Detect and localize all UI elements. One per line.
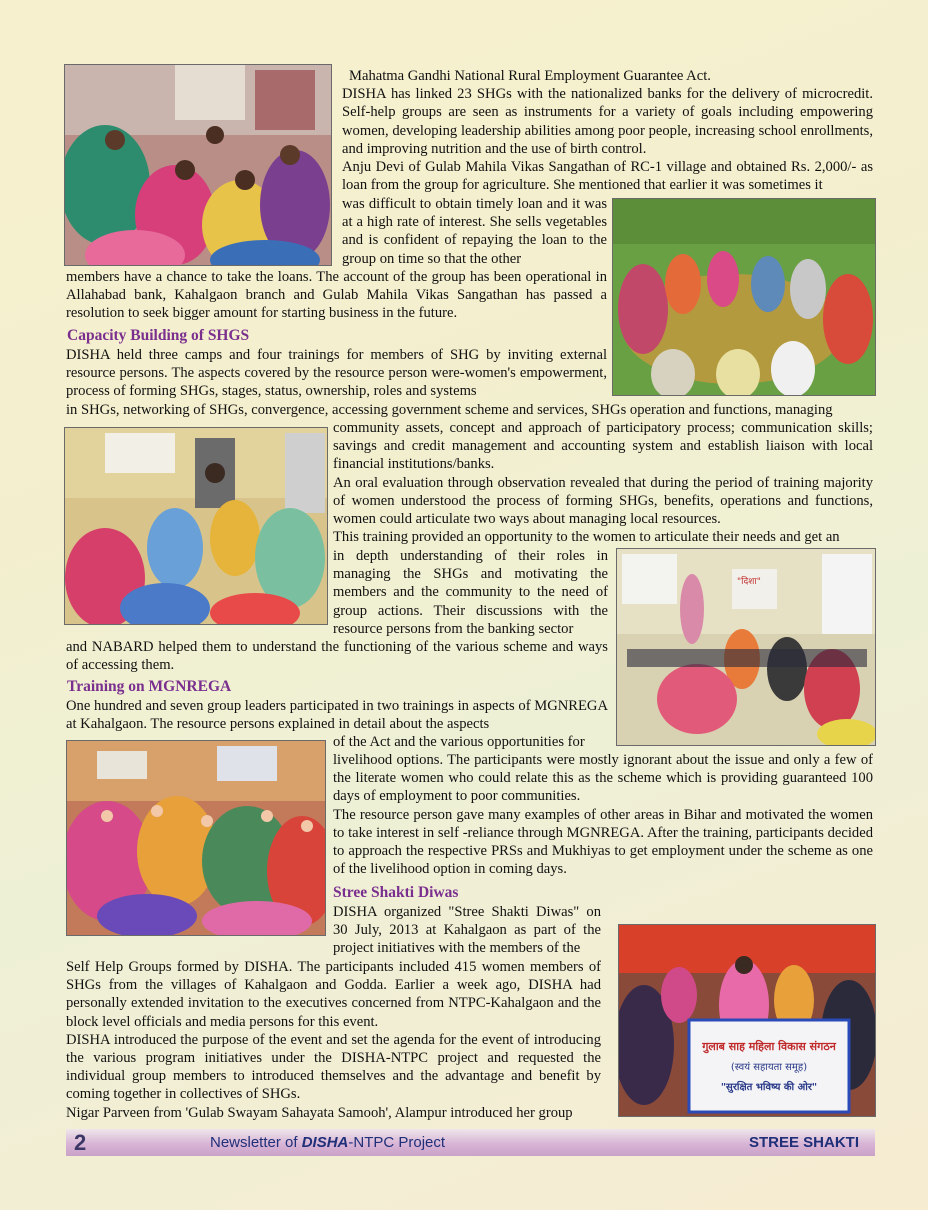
stree-text-b [66, 958, 601, 1122]
photo-event-banner [618, 924, 876, 1117]
banner-text-line-3: "सुरक्षित भविष्य की ओर" [720, 1082, 818, 1093]
newsletter-suffix: -NTPC Project [348, 1134, 446, 1151]
section-heading-training-mgnrega: Training on MGNREGA [67, 678, 232, 695]
paragraph: of the Act and the various opportunities for [333, 734, 585, 750]
paragraph: DISHA organized "Stree Shakti Diwas" on 30 July, 2013 at Kahalgaon as part of the project initiatives with the members of the [333, 904, 601, 957]
training-text-a [66, 697, 608, 733]
paragraph: DISHA held three camps and four trainings for members of SHG by inviting external resource persons. The aspects covered by the resource person were-women's empowerment, process of forming SHGs, stages, status, ownership, roles and systems [66, 347, 607, 400]
capacity-text-b [66, 401, 873, 419]
newsletter-title [210, 1134, 445, 1151]
paragraph: Nigar Parveen from 'Gulab Swayam Sahayata Samooh', Alampur introduced her group [66, 1104, 573, 1121]
newsletter-prefix: Newsletter of [210, 1134, 302, 1151]
section-heading-stree-shakti-diwas: Stree Shakti Diwas [333, 884, 459, 901]
paragraph: community assets, concept and approach of participatory process; communication skills; savings and credit management and accounting system and establish liaison with local financial institutions/banks. [333, 420, 873, 473]
photo-women-meeting [64, 64, 332, 266]
photo-raised-hands [66, 740, 326, 936]
paragraph: was difficult to obtain timely loan and it was at a high rate of interest. She sells vegetables and is confident of repaying the loan to the group on time so that the other [342, 196, 607, 267]
capacity-text-c [333, 419, 873, 546]
paragraph: This training provided an opportunity to the women to articulate their needs and get an [333, 529, 840, 546]
paragraph: One hundred and seven group leaders participated in two trainings in aspects of MGNREGA at Kahalgaon. The resource persons explained in detail about the aspects [66, 698, 608, 733]
paragraph: An oral evaluation through observation revealed that during the period of training majority of women understood the process of forming SHGs, benefits, operations and functions, women could articulate two ways about managing local resources. [333, 474, 873, 528]
paragraph: Mahatma Gandhi National Rural Employment Guarantee Act. [349, 68, 711, 84]
paragraph: Anju Devi of Gulab Mahila Vikas Sangathan of RC-1 village and obtained Rs. 2,000/- as loan from the group for agriculture. She mentioned that earlier it was sometimes it [342, 159, 873, 194]
training-text-c [333, 751, 873, 878]
paragraph: DISHA introduced the purpose of the event and set the agenda for the event of introducing the various program initiatives under the DISHA-NTPC project and requested the individual group members to introduced themselves and the advantage and benefit by coming together in collectives of SHGs. [66, 1031, 601, 1103]
paragraph: and NABARD helped them to understand the functioning of the various scheme and ways of accessing them. [66, 639, 608, 674]
paragraph: Self Help Groups formed by DISHA. The participants included 415 women members of SHGs from the villages of Kahalgaon and Godda. Earlier a week ago, DISHA had personally extended invitation to the executives concerned from NTPC-Kahalgaon and the block level officials and media persons for this event. [66, 959, 601, 1030]
photo-classroom [616, 548, 876, 746]
paragraph: members have a chance to take the loans. The account of the group has been operational in Allahabad bank, Kahalgaon branch and Gulab Mahila Vikas Sangathan has passed a resolution to seek bigger amount for starting business in the future. [66, 269, 607, 322]
photo-outdoor-circle [612, 198, 876, 396]
paragraph: DISHA has linked 23 SHGs with the nationalized banks for the delivery of microcredit. Self-help groups are seen as instruments for a variety of goals including empowering women, developing leadership abilities among poor people, increasing school enrollments, and improving nutrition and the use of birth control. [342, 86, 873, 157]
page-footer [66, 1129, 875, 1156]
training-text-b [333, 733, 608, 751]
section-heading-capacity-building: Capacity Building of SHGS [67, 327, 250, 344]
paragraph: livelihood options. The participants were mostly ignorant about the issue and only a few of the literate women who could relate this as the scheme which is providing guaranteed 100 days of employment to poor communities. [333, 752, 873, 805]
photo-training-hall [64, 427, 328, 625]
intro-text-wrap [342, 195, 607, 268]
page-number: 2 [74, 1130, 87, 1155]
stree-text-a [333, 903, 601, 958]
wall-sign-text: "दिशा" [737, 577, 761, 587]
paragraph: The resource person gave many examples of other areas in Bihar and motivated the women to take interest in self -reliance through MGNREGA. After the training, participants decided to approach the respective PRSs and Mukhiyas to get employment under the scheme as one of the livelihood option in coming days. [333, 806, 873, 878]
paragraph: in SHGs, networking of SHGs, convergence, accessing government scheme and services, SHGs operation and functions, managing [66, 402, 833, 418]
banner-text-line-1: गुलाब साह महिला विकास संगठन [702, 1040, 836, 1053]
intro-text-top [342, 67, 873, 194]
publication-name: STREE SHAKTI [748, 1134, 859, 1151]
capacity-text-e [66, 638, 608, 674]
banner-text-line-2: (स्वयं सहायता समूह) [730, 1062, 808, 1073]
org-name: DISHA [301, 1134, 349, 1151]
capacity-text-a [66, 346, 607, 401]
capacity-text-d [333, 547, 608, 638]
paragraph: in depth understanding of their roles in managing the SHGs and motivating the members and the community to the need of group actions. Their discussions with the resource persons from the banking sector [333, 548, 608, 637]
intro-text-full [66, 268, 607, 323]
